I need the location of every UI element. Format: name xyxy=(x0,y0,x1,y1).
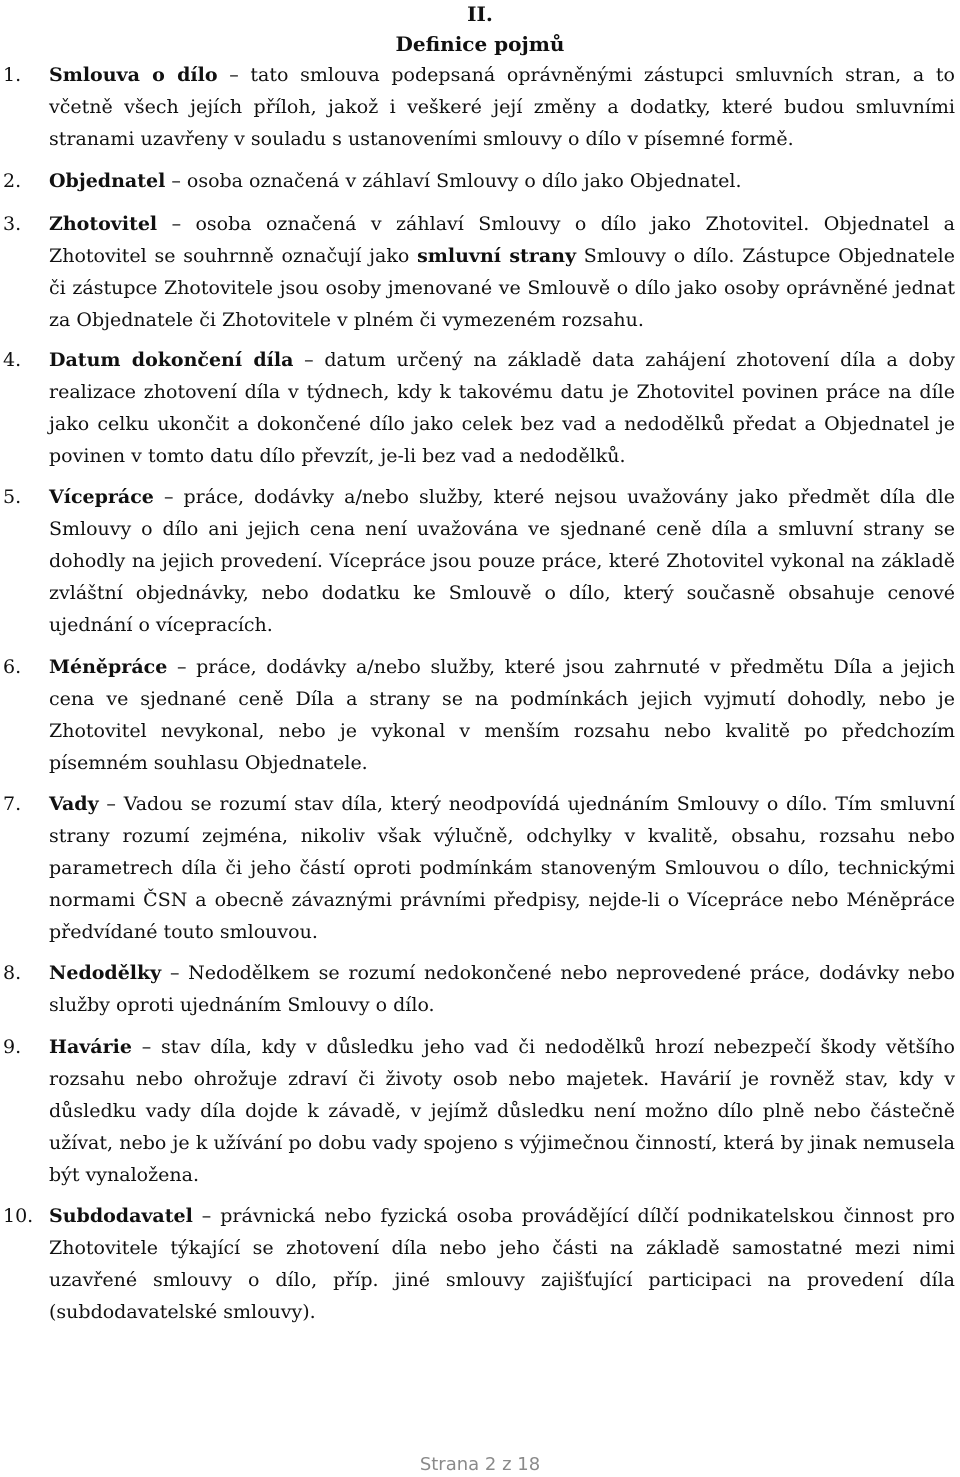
definition-term: Méněpráce xyxy=(49,656,168,678)
item-body xyxy=(49,957,955,1021)
item-body xyxy=(49,344,955,472)
definition-text: – Nedodělkem se rozumí nedokončené nebo neprovedené práce, dodávky nebo služby oproti ujednáním Smlouvy o dílo. xyxy=(49,962,955,1016)
item-body xyxy=(49,651,955,779)
item-number: 6. xyxy=(3,656,22,678)
definition-text: – tato smlouva podepsaná oprávněnými zástupci smluvních stran, a to včetně všech jejích příloh, jakož i veškeré její změny a dodatky, které budou smluvními stranami uzavřeny v souladu s ustanoveními smlouvy o dílo v písemné formě. xyxy=(49,64,955,150)
item-number: 2. xyxy=(3,170,22,192)
item-number: 9. xyxy=(3,1036,22,1058)
definition-term-inline: smluvní strany xyxy=(417,245,576,267)
definition-term: Datum dokončení díla xyxy=(49,349,294,371)
item-number: 7. xyxy=(3,793,22,815)
item-number: 4. xyxy=(3,349,22,371)
item-number: 1. xyxy=(3,64,22,86)
item-body xyxy=(49,165,955,197)
definition-term: Smlouva o dílo xyxy=(49,64,218,86)
definition-text: – práce, dodávky a/nebo služby, které nejsou uvažovány jako předmět díla dle Smlouvy o dílo ani jejich cena není uvažována ve sjednané ceně díla a smluvní strany se dohodly na jejich provedení. Vícepráce jsou pouze práce, které Zhotovitel vykonal na základě zvláštní objednávky, nebo dodatku ke Smlouvě o dílo, který současně obsahuje cenové ujednání o vícepracích. xyxy=(49,486,955,636)
definition-term: Zhotovitel xyxy=(49,213,158,235)
definition-term: Havárie xyxy=(49,1036,132,1058)
item-number: 3. xyxy=(3,213,22,235)
definition-text: – stav díla, kdy v důsledku jeho vad či nedodělků hrozí nebezpečí škody většího rozsahu nebo ohrožuje zdraví či životy osob nebo majetek. Havárií je rovněž stav, kdy v důsledku vady díla dojde k závadě, v jejímž důsledku není možno dílo plně nebo částečně užívat, nebo je k užívání po dobu vady spojeno s výjimečnou činností, která by jinak nemusela být vynaložena. xyxy=(49,1036,955,1186)
definition-text-continued: Smlouvy o dílo. Zástupce Objednatele či zástupce Zhotovitele jsou osoby jmenované ve Smlouvě o dílo jako osoby oprávněné jednat za Objednatele či Zhotovitele v plném či vymezeném rozsahu. xyxy=(49,245,956,331)
definition-term: Objednatel xyxy=(49,170,166,192)
definition-text: – osoba označená v záhlaví Smlouvy o dílo jako Zhotovitel. Objednatel a Zhotovitel se souhrnně označují jako xyxy=(49,213,955,267)
item-number: 10. xyxy=(3,1205,34,1227)
item-number: 5. xyxy=(3,486,22,508)
item-body xyxy=(49,788,955,948)
section-number: II. xyxy=(467,2,493,26)
section-title: Definice pojmů xyxy=(395,32,565,56)
page-number: Strana 2 z 18 xyxy=(419,1454,541,1475)
definition-text: – Vadou se rozumí stav díla, který neodpovídá ujednáním Smlouvy o dílo. Tím smluvní strany rozumí zejména, nikoliv však výlučně, odchylky v kvalitě, obsahu, rozsahu nebo parametrech díla či jeho částí oproti podmínkám stanoveným Smlouvou o dílo, technickými normami ČSN a obecně závaznými právními předpisy, nejde-li o Vícepráce nebo Méněpráce předvídané touto smlouvou. xyxy=(49,793,955,943)
definition-term: Nedodělky xyxy=(49,962,162,984)
definition-text: – práce, dodávky a/nebo služby, které jsou zahrnuté v předmětu Díla a jejich cena ve sjednané ceně Díla a strany se na podmínkách jejich vyjmutí dohodly, nebo je Zhotovitel nevykonal, nebo je vykonal v menším rozsahu nebo kvalitě po předchozím písemném souhlasu Objednatele. xyxy=(49,656,955,774)
item-body xyxy=(49,1200,955,1328)
definition-term: Subdodavatel xyxy=(49,1205,193,1227)
definition-text: – osoba označená v záhlaví Smlouvy o dílo jako Objednatel. xyxy=(165,170,742,192)
definition-text: – právnická nebo fyzická osoba provádějící dílčí podnikatelskou činnost pro Zhotovitele týkající se zhotovení díla nebo jeho části na základě samostatné mezi nimi uzavřené smlouvy o dílo, příp. jiné smlouvy zajišťující participaci na provedení díla (subdodavatelské smlouvy). xyxy=(49,1205,955,1323)
item-body xyxy=(49,59,955,155)
item-body xyxy=(49,1031,955,1191)
definition-term: Vady xyxy=(49,793,99,815)
item-body xyxy=(49,208,955,336)
item-number: 8. xyxy=(3,962,22,984)
definition-term: Vícepráce xyxy=(49,486,154,508)
definition-text: – datum určený na základě data zahájení zhotovení díla a doby realizace zhotovení díla v týdnech, kdy k takovému datu je Zhotovitel povinen práce na díle jako celku ukončit a dokončené dílo jako celek bez vad a nedodělků předat a Objednatel je povinen v tomto datu dílo převzít, je-li bez vad a nedodělků. xyxy=(49,349,955,467)
item-body xyxy=(49,481,955,641)
